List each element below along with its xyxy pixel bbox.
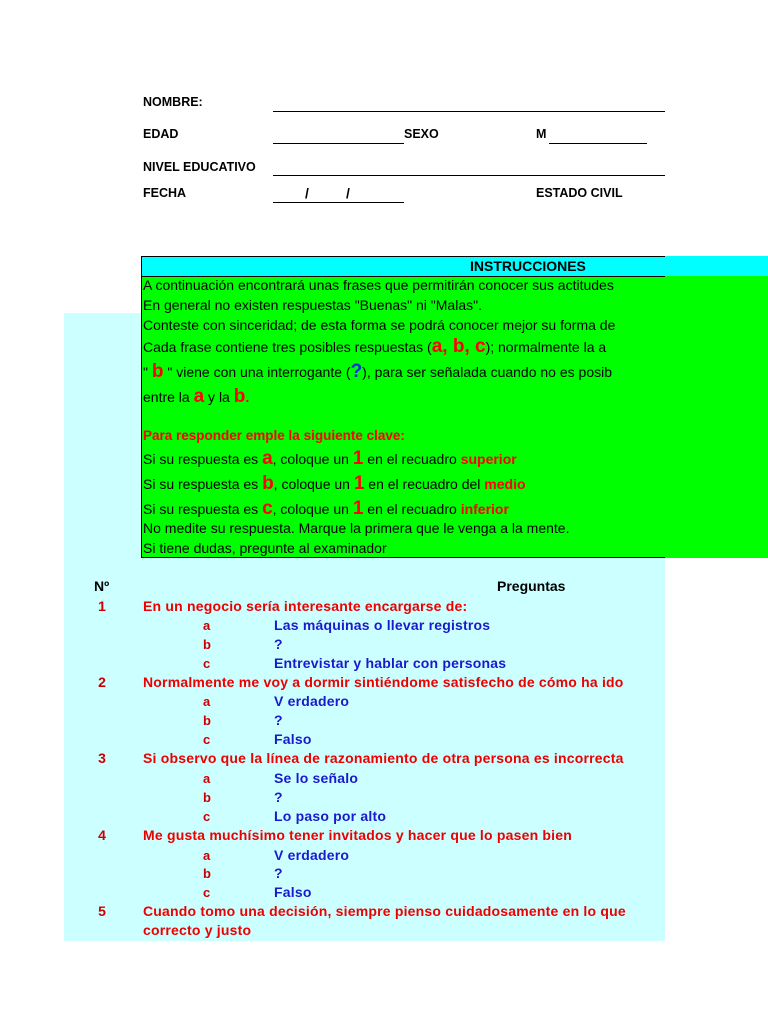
instruction-dudas: Si tiene dudas, pregunte al examinador bbox=[143, 540, 387, 556]
question-number: 1 bbox=[98, 598, 106, 614]
option-letter: a bbox=[203, 848, 211, 863]
column-preguntas-header: Preguntas bbox=[497, 578, 566, 594]
option-letter: b bbox=[203, 866, 211, 881]
sexo-label: SEXO bbox=[404, 127, 439, 141]
option-letter: c bbox=[203, 656, 211, 671]
option-text[interactable]: Falso bbox=[274, 884, 312, 900]
option-letter: c bbox=[203, 809, 211, 824]
option-text[interactable]: Falso bbox=[274, 731, 312, 747]
instruction-line-3: Conteste con sinceridad; de esta forma se podrá conocer mejor su forma de bbox=[143, 317, 616, 333]
instruction-no-medite: No medite su respuesta. Marque la primera que le venga a la mente. bbox=[143, 520, 570, 536]
option-letter: b bbox=[203, 637, 211, 652]
option-letter: a bbox=[203, 771, 211, 786]
instruction-line-1: A continuación encontrará unas frases que permitirán conocer sus actitudes bbox=[143, 277, 614, 293]
question-number: 5 bbox=[98, 903, 106, 919]
question-text: En un negocio sería interesante encargarse de: bbox=[143, 598, 468, 614]
question-text: Si observo que la línea de razonamiento de otra persona es incorrecta bbox=[143, 750, 624, 766]
option-text[interactable]: Las máquinas o llevar registros bbox=[274, 617, 491, 633]
nivel-educativo-label: NIVEL EDUCATIVO bbox=[143, 160, 256, 174]
option-text[interactable]: ? bbox=[274, 865, 283, 881]
option-text[interactable]: Lo paso por alto bbox=[274, 808, 387, 824]
option-text[interactable]: ? bbox=[274, 636, 283, 652]
key-line-a: Si su respuesta es a, coloque un 1 en el recuadro superior bbox=[143, 448, 517, 469]
option-text[interactable]: ? bbox=[274, 712, 283, 728]
fecha-slash-2: / bbox=[346, 185, 350, 201]
nombre-label: NOMBRE: bbox=[143, 95, 203, 109]
fecha-label: FECHA bbox=[143, 186, 187, 200]
question-text: Normalmente me voy a dormir sintiéndome satisfecho de cómo ha ido bbox=[143, 674, 624, 690]
question-text-continued: correcto y justo bbox=[143, 922, 252, 938]
question-text: Me gusta muchísimo tener invitados y hacer que lo pasen bien bbox=[143, 827, 572, 843]
option-letter: a bbox=[203, 694, 211, 709]
option-text[interactable]: V erdadero bbox=[274, 693, 350, 709]
question-number: 3 bbox=[98, 750, 106, 766]
instruction-line-6: entre la a y la b. bbox=[143, 386, 250, 407]
sexo-value: M bbox=[536, 127, 547, 141]
question-number: 2 bbox=[98, 674, 106, 690]
instruction-line-4: Cada frase contiene tres posibles respuestas (a, b, c); normalmente la a bbox=[143, 336, 607, 357]
option-letter: b bbox=[203, 713, 211, 728]
option-text[interactable]: Entrevistar y hablar con personas bbox=[274, 655, 507, 671]
fecha-slash-1: / bbox=[305, 185, 309, 201]
clave-heading: Para responder emple la siguiente clave: bbox=[143, 428, 405, 443]
option-letter: c bbox=[203, 885, 211, 900]
question-number: 4 bbox=[98, 827, 106, 843]
option-text[interactable]: ? bbox=[274, 789, 283, 805]
instructions-title: INSTRUCCIONES bbox=[470, 258, 586, 274]
column-num-header: Nº bbox=[94, 578, 110, 594]
option-letter: b bbox=[203, 790, 211, 805]
option-text[interactable]: Se lo señalo bbox=[274, 770, 359, 786]
option-text[interactable]: V erdadero bbox=[274, 847, 350, 863]
edad-label: EDAD bbox=[143, 127, 179, 141]
option-letter: c bbox=[203, 732, 211, 747]
instruction-line-5: " b " viene con una interrogante (?), para ser señalada cuando no es posib bbox=[143, 361, 613, 382]
key-line-b: Si su respuesta es b, coloque un 1 en el recuadro del medio bbox=[143, 473, 526, 494]
question-text: Cuando tomo una decisión, siempre pienso cuidadosamente en lo que bbox=[143, 903, 626, 919]
instruction-line-2: En general no existen respuestas "Buenas" ni "Malas". bbox=[143, 297, 482, 313]
key-line-c: Si su respuesta es c, coloque un 1 en el recuadro inferior bbox=[143, 498, 509, 519]
option-letter: a bbox=[203, 618, 211, 633]
estado-civil-label: ESTADO CIVIL bbox=[536, 186, 623, 200]
